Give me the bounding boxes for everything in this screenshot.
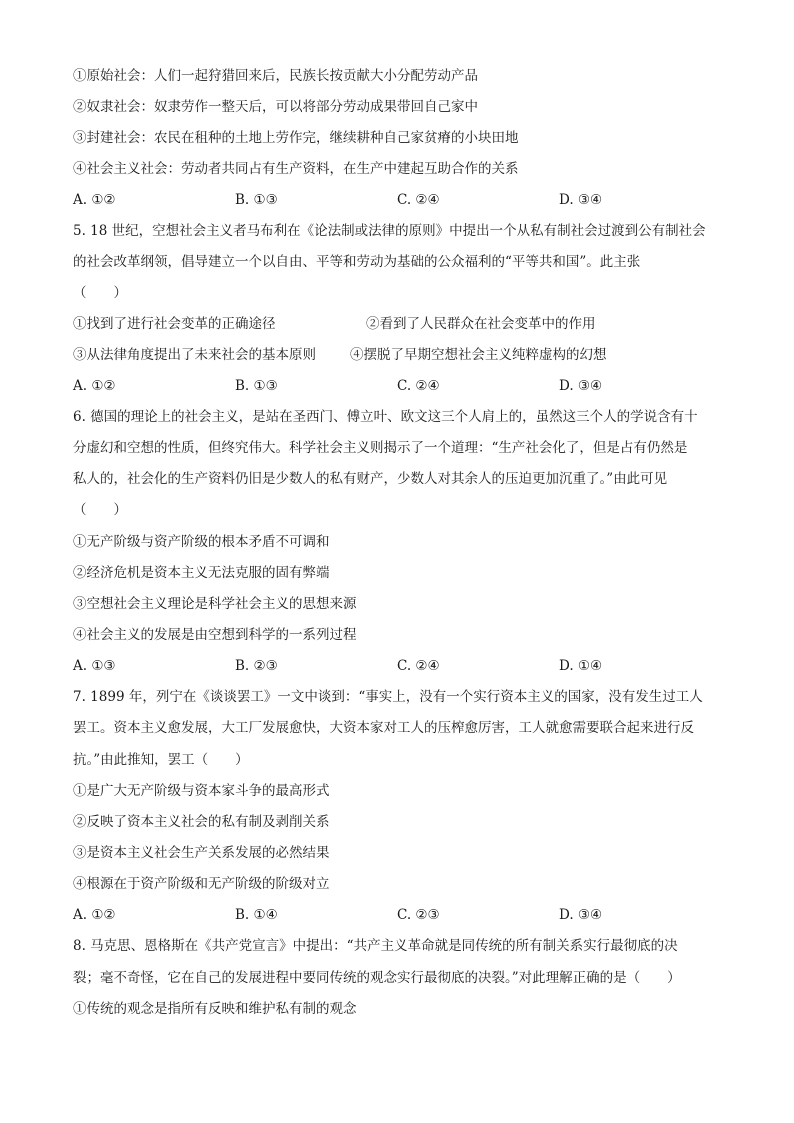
q7-statement-2: ②反映了资本主义社会的私有制及剥削关系	[73, 814, 330, 830]
q5-statement-2: ②看到了人民群众在社会变革中的作用	[366, 316, 596, 332]
q7-stem-line-1: 7. 1899 年，列宁在《谈谈罢工》一文中谈到：“事实上，没有一个实行资本主义的国家，没有发生过工人	[73, 689, 703, 705]
q7-option-a[interactable]: A. ①②	[73, 907, 116, 923]
q7-statement-1: ①是广大无产阶级与资本家斗争的最高形式	[73, 783, 330, 799]
q4-statement-2: ②奴隶社会：奴隶劳作一整天后，可以将部分劳动成果带回自己家中	[73, 99, 478, 115]
q4-statement-1: ①原始社会：人们一起狩猎回来后，民族长按贡献大小分配劳动产品	[73, 68, 478, 84]
q4-option-c[interactable]: C. ②④	[397, 192, 440, 208]
q7-statement-3: ③是资本主义社会生产关系发展的必然结果	[73, 845, 330, 861]
q6-option-a[interactable]: A. ①③	[73, 658, 116, 674]
q6-statement-2: ②经济危机是资本主义无法克服的固有弊端	[73, 565, 330, 581]
q6-statement-4: ④社会主义的发展是由空想到科学的一系列过程	[73, 627, 357, 643]
q4-option-b[interactable]: B. ①③	[235, 192, 278, 208]
q4-option-d[interactable]: D. ③④	[559, 192, 603, 208]
q6-option-b[interactable]: B. ②③	[235, 658, 278, 674]
q5-statement-3: ③从法律角度提出了未来社会的基本原则	[73, 347, 316, 363]
q4-option-a[interactable]: A. ①②	[73, 192, 116, 208]
q7-option-b[interactable]: B. ①④	[235, 907, 278, 923]
q5-stem-line-1: 5. 18 世纪，空想社会主义者马布利在《论法制或法律的原则》中提出一个从私有制社会过渡到公有制社会	[73, 223, 706, 239]
q5-answer-blank: （ ）	[73, 285, 127, 301]
q5-statement-4: ④摆脱了早期空想社会主义纯粹虚构的幻想	[350, 347, 607, 363]
q6-option-c[interactable]: C. ②④	[397, 658, 440, 674]
q7-option-c[interactable]: C. ②③	[397, 907, 440, 923]
q6-stem-line-3: 私人的，社会化的生产资料仍旧是少数人的私有财产，少数人对其余人的压迫更加沉重了。”由此可见	[73, 471, 668, 487]
q6-stem-line-1: 6. 德国的理论上的社会主义，是站在圣西门、傅立叶、欧文这三个人肩上的，虽然这三个人的学说含有十	[73, 409, 698, 425]
q4-statement-3: ③封建社会：农民在租种的土地上劳作完，继续耕种自己家贫瘠的小块田地	[73, 130, 519, 146]
q7-stem-line-3: 抗。”由此推知，罢工（ ）	[73, 752, 249, 768]
q8-statement-1: ①传统的观念是指所有反映和维护私有制的观念	[73, 1001, 357, 1017]
q6-statement-3: ③空想社会主义理论是科学社会主义的思想来源	[73, 596, 357, 612]
q8-stem-line-2: 裂；毫不奇怪，它在自己的发展进程中要同传统的观念实行最彻底的决裂。”对此理解正确的是（ ）	[73, 970, 681, 986]
q6-stem-line-2: 分虚幻和空想的性质，但终究伟大。科学社会主义则揭示了一个道理：“生产社会化了，但是占有仍然是	[73, 440, 688, 456]
q7-statement-4: ④根源在于资产阶级和无产阶级的阶级对立	[73, 876, 330, 892]
q5-option-b[interactable]: B. ①③	[235, 378, 278, 394]
q5-option-a[interactable]: A. ①②	[73, 378, 116, 394]
q6-answer-blank: （ ）	[73, 502, 127, 518]
q6-option-d[interactable]: D. ①④	[559, 658, 603, 674]
q7-stem-line-2: 罢工。资本主义愈发展，大工厂发展愈快，大资本家对工人的压榨愈厉害，工人就愈需要联合起来进行反	[73, 720, 694, 736]
q7-option-d[interactable]: D. ③④	[559, 907, 603, 923]
q8-stem-line-1: 8. 马克思、恩格斯在《共产党宣言》中提出：“共产主义革命就是同传统的所有制关系实行最彻底的决	[73, 938, 678, 954]
q5-stem-line-2: 的社会改革纲领，倡导建立一个以自由、平等和劳动为基础的公众福利的“平等共和国”。此主张	[73, 254, 641, 270]
q5-option-d[interactable]: D. ③④	[559, 378, 603, 394]
q5-statement-1: ①找到了进行社会变革的正确途径	[73, 316, 276, 332]
q6-statement-1: ①无产阶级与资产阶级的根本矛盾不可调和	[73, 534, 330, 550]
q5-option-c[interactable]: C. ②④	[397, 378, 440, 394]
q4-statement-4: ④社会主义社会：劳动者共同占有生产资料，在生产中建起互助合作的关系	[73, 161, 519, 177]
